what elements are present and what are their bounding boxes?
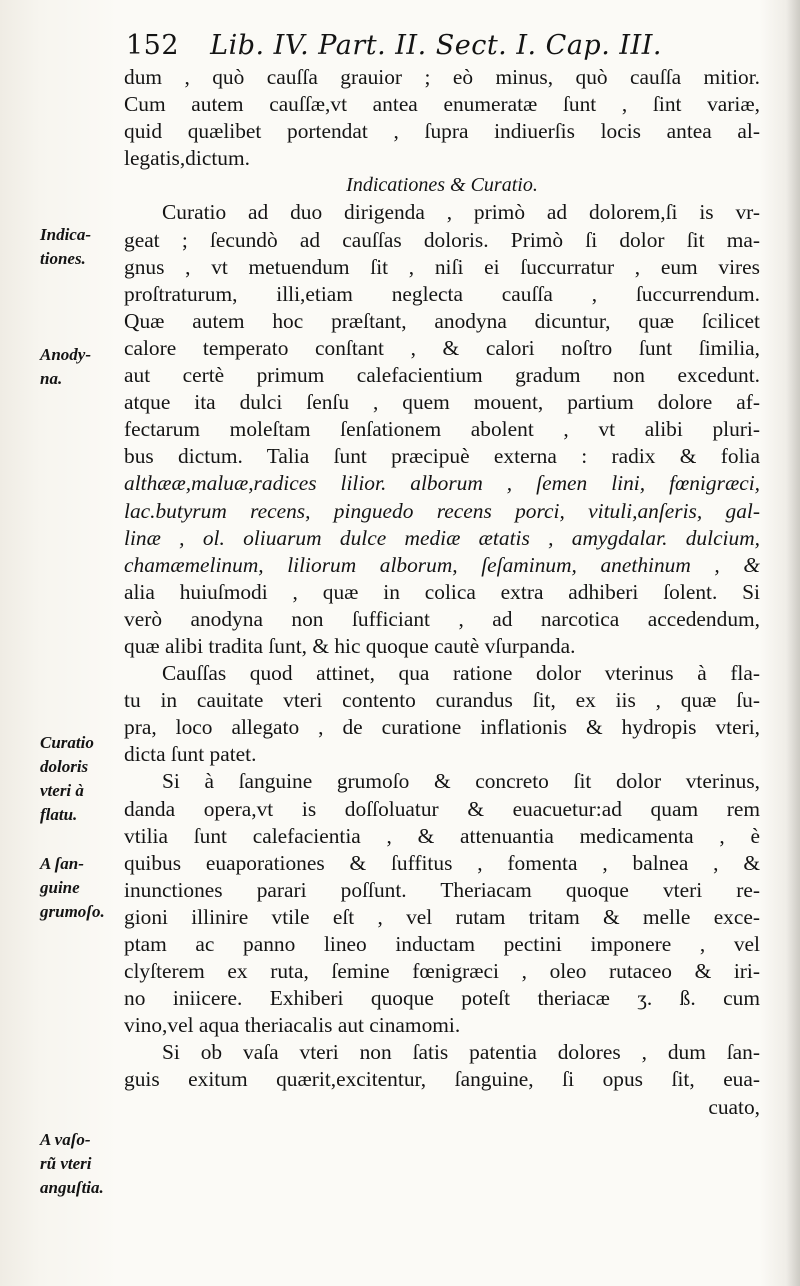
margin-note-sanguine-grumoso bbox=[40, 852, 126, 924]
text-line: dicta ſunt patet. bbox=[124, 742, 257, 767]
margin-note-line: vteri à bbox=[40, 781, 84, 800]
margin-note-line: A ſan- bbox=[40, 854, 84, 873]
margin-note-line: anguſtia. bbox=[40, 1178, 104, 1197]
text-line: aut certè primum calefacientium gradum non excedunt. bbox=[124, 363, 760, 388]
text-line: guis exitum quærit,excitentur, ſanguine, ſi opus ſit, eua- bbox=[124, 1067, 760, 1092]
text-line: quid quælibet portendat , ſupra indiuerſis locis antea al- bbox=[124, 119, 760, 144]
text-line: no iniicere. Exhiberi quoque poteſt theriacæ ʒ. ß. cum bbox=[124, 986, 760, 1011]
margin-note-line: Anody- bbox=[40, 345, 91, 364]
text-line: gnus , vt metuendum ſit , niſi ei ſuccurratur , eum vires bbox=[124, 254, 760, 279]
text-line: Si ob vaſa vteri non ſatis patentia dolores , dum ſan- bbox=[162, 1040, 760, 1065]
main-text-block bbox=[124, 64, 760, 1121]
margin-note-line: Curatio bbox=[40, 733, 94, 752]
margin-note-line: guine bbox=[40, 878, 80, 897]
running-title: Lib. IV. Part. II. Sect. I. Cap. III. bbox=[210, 30, 662, 61]
margin-note-line: flatu. bbox=[40, 805, 78, 824]
margin-note-indicationes bbox=[40, 223, 126, 271]
page-number: 152 bbox=[126, 30, 180, 61]
text-line: geat ; ſecundò ad cauſſas doloris. Primò ſi dolor ſit ma- bbox=[124, 227, 760, 252]
text-line: verò anodyna non ſufficiant , ad narcotica accedendum, bbox=[124, 606, 760, 631]
text-line: Si à ſanguine grumoſo & concreto ſit dolor vterinus, bbox=[162, 769, 760, 794]
text-line: atque ita dulci ſenſu , quem mouent, partium dolore af- bbox=[124, 390, 760, 415]
text-line: Cauſſas quod attinet, qua ratione dolor vterinus à fla- bbox=[162, 661, 760, 686]
text-line: Curatio ad duo dirigenda , primò ad dolorem,ſi is vr- bbox=[162, 200, 760, 225]
text-line: legatis,dictum. bbox=[124, 146, 250, 171]
text-line: proſtraturum, illi,etiam neglecta cauſſa , ſuccurrendum. bbox=[124, 281, 760, 306]
text-line: gioni illinire vtile eſt , vel rutam tritam & melle exce- bbox=[124, 904, 760, 929]
text-line: danda opera,vt is doſſoluatur & euacuetur:ad quam rem bbox=[124, 796, 760, 821]
text-line: calore temperato conſtant , & calori noſtro ſunt ſimilia, bbox=[124, 335, 760, 360]
text-line: tu in cauitate vteri contento curandus ſit, ex iis , quæ ſu- bbox=[124, 688, 760, 713]
catchword: cuato, bbox=[708, 1094, 760, 1119]
margin-note-line: rũ vteri bbox=[40, 1154, 92, 1173]
text-line: althææ,maluæ,radices lilior. alborum , ſemen lini, fœnigræci, bbox=[124, 471, 760, 496]
margin-note-line: na. bbox=[40, 369, 63, 388]
section-heading: Indicationes & Curatio. bbox=[346, 174, 538, 197]
text-line: dum , quò cauſſa grauior ; eò minus, quò cauſſa mitior. bbox=[124, 65, 760, 89]
text-line: pra, loco allegato , de curatione inflationis & hydropis vteri, bbox=[124, 715, 760, 740]
margin-note-curatio-flatu bbox=[40, 731, 126, 827]
margin-note-line: A vaſo- bbox=[40, 1130, 91, 1149]
text-line: quibus euaporationes & ſuffitus , fomenta , balnea , & bbox=[124, 850, 760, 875]
text-line: clyſterem ex ruta, ſemine fœnigræci , oleo rutaceo & iri- bbox=[124, 959, 760, 984]
text-line: Quæ autem hoc præſtant, anodyna dicuntur, quæ ſcilicet bbox=[124, 308, 760, 333]
page-gutter-shadow bbox=[786, 0, 800, 1286]
text-line: vtilia ſunt calefacientia , & attenuantia medicamenta , è bbox=[124, 823, 760, 848]
margin-note-line: doloris bbox=[40, 757, 89, 776]
margin-note-line: tiones. bbox=[40, 249, 86, 268]
text-line: inunctiones parari poſſunt. Theriacam quoque vteri re- bbox=[124, 877, 760, 902]
margin-note-vasorum-angustia bbox=[40, 1128, 126, 1200]
text-line: ptam ac panno lineo inductam pectini imponere , vel bbox=[124, 932, 760, 956]
text-line: alia huiuſmodi , quæ in colica extra adhiberi ſolent. Si bbox=[124, 579, 760, 604]
margin-note-line: grumoſo. bbox=[40, 902, 105, 921]
text-line: quæ alibi tradita ſunt, & hic quoque cautè vſurpanda. bbox=[124, 633, 576, 658]
margin-note-line: Indica- bbox=[40, 225, 91, 244]
text-line: vino,vel aqua theriacalis aut cinamomi. bbox=[124, 1013, 461, 1038]
text-line: bus dictum. Talia ſunt præcipuè externa : radix & folia bbox=[124, 444, 760, 469]
text-line: chamæmelinum, liliorum alborum, ſeſaminum, anethinum , & bbox=[124, 552, 760, 577]
text-line: Cum autem cauſſæ,vt antea enumeratæ ſunt , ſint variæ, bbox=[124, 92, 760, 117]
text-line: fectarum moleſtam ſenſationem abolent , vt alibi pluri- bbox=[124, 417, 760, 442]
text-line: linæ , ol. oliuarum dulce mediæ ætatis , amygdalar. dulcium, bbox=[124, 525, 760, 550]
text-line: lac.butyrum recens, pinguedo recens porci, vituli,anſeris, gal- bbox=[124, 498, 760, 523]
margin-note-anodyna bbox=[40, 343, 126, 391]
